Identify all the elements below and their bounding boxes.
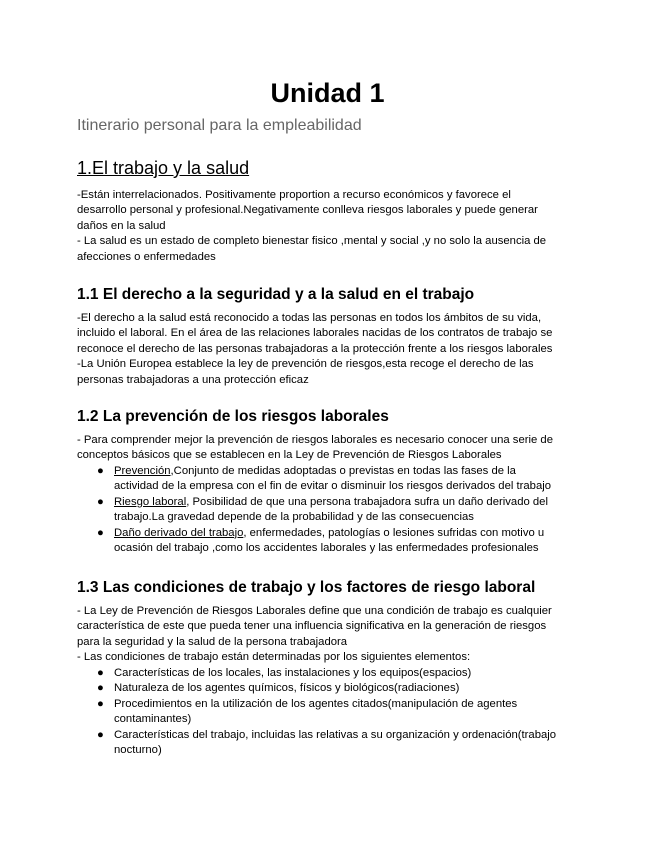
bullet-icon: ● <box>97 682 104 695</box>
item-text: actividad de la empresa con el fin de evitar o disminuir los riesgos derivados del trabajo <box>114 480 552 493</box>
section-1-3-body <box>77 604 577 666</box>
item-text: , Posibilidad de que una persona trabajadora sufra un daño derivado del <box>186 495 548 508</box>
item-text: Naturaleza de los agentes químicos, físicos y biológicos(radiaciones) <box>114 682 460 695</box>
list-item <box>77 681 577 696</box>
bullet-icon: ● <box>97 728 104 741</box>
list-item <box>77 526 577 557</box>
text-line: reconoce el derecho de las personas trabajadoras a la protección frente a los riesgos laborales <box>77 342 553 355</box>
section-1-1-body <box>77 311 577 388</box>
text-line: -El derecho a la salud está reconocido a todas las personas en todos los ámbitos de su vida, <box>77 312 542 324</box>
section-1-body <box>77 188 577 265</box>
text-line: personas trabajadoras a una protección eficaz <box>77 373 309 386</box>
list-item <box>77 697 577 728</box>
list-item <box>77 728 577 759</box>
bullet-icon: ● <box>97 697 104 710</box>
bullet-icon: ● <box>97 667 104 679</box>
text-line: incluido el laboral. En el área de las relaciones laborales nacidas de los contratos de trabajo se <box>77 327 553 340</box>
item-text: ocasión del trabajo ,como los accidentes laborales y las enfermedades profesionales <box>114 542 539 555</box>
text-line: - Para comprender mejor la prevención de riesgos laborales es necesario conocer una serie de <box>77 434 553 446</box>
section-1-2-intro <box>77 433 577 464</box>
section-1-1-heading: 1.1 El derecho a la seguridad y a la salud en el trabajo <box>77 286 475 303</box>
term-dano-derivado: Daño derivado del trabajo <box>114 526 244 539</box>
list-item <box>77 495 577 526</box>
section-1-heading: 1.El trabajo y la salud <box>77 158 250 178</box>
text-line: característica de este que pueda tener una influencia significativa en la generación de riesgos <box>77 620 547 633</box>
item-text: contaminantes) <box>114 713 192 726</box>
item-text: nocturno) <box>114 744 162 757</box>
text-line: - Las condiciones de trabajo están determinadas por los siguientes elementos: <box>77 651 471 664</box>
item-text: , enfermedades, patologías o lesiones sufridas con motivo u <box>243 526 545 539</box>
text-line: desarrollo personal y profesional.Negativamente conlleva riesgos laborales y puede generar <box>77 204 538 217</box>
item-text: ,Conjunto de medidas adoptadas o previstas en todas las fases de la <box>170 465 516 477</box>
text-line: para la seguridad y la salud de la persona trabajadora <box>77 635 348 648</box>
term-prevencion: Prevención <box>114 465 171 477</box>
text-line: -La Unión Europea establece la ley de prevención de riesgos,esta recoge el derecho de las <box>77 358 534 371</box>
text-line: - La salud es un estado de completo bienestar fisico ,mental y social ,y no solo la ausencia de <box>77 235 547 248</box>
text-line: -Están interrelacionados. Positivamente proportion a recurso económicos y favorece el <box>77 189 511 201</box>
page-title: Unidad 1 <box>270 78 385 108</box>
item-text: trabajo.La gravedad depende de la probabilidad y de las consecuencias <box>114 511 474 524</box>
text-line: conceptos básicos que se establecen en la Ley de Prevención de Riesgos Laborales <box>77 449 502 462</box>
text-line: afecciones o enfermedades <box>77 250 216 263</box>
list-item <box>77 666 577 681</box>
section-1-3-heading: 1.3 Las condiciones de trabajo y los factores de riesgo laboral <box>77 579 536 596</box>
text-line: daños en la salud <box>77 219 166 232</box>
page-subtitle: Itinerario personal para la empleabilidad <box>77 117 362 134</box>
list-item <box>77 464 577 495</box>
bullet-icon: ● <box>97 465 104 477</box>
term-riesgo-laboral: Riesgo laboral <box>114 495 187 508</box>
item-text: Características de los locales, las instalaciones y los equipos(espacios) <box>114 667 472 679</box>
text-line: - La Ley de Prevención de Riesgos Laborales define que una condición de trabajo es cualquier <box>77 605 552 617</box>
bullet-icon: ● <box>97 526 104 539</box>
bullet-icon: ● <box>97 495 104 508</box>
item-text: Características del trabajo, incluidas las relativas a su organización y ordenación(trabajo <box>114 728 557 741</box>
working-conditions-list <box>77 666 577 758</box>
prevention-concepts-list <box>77 464 577 556</box>
section-1-2-heading: 1.2 La prevención de los riesgos laborales <box>77 408 389 425</box>
item-text: Procedimientos en la utilización de los agentes citados(manipulación de agentes <box>114 697 518 710</box>
